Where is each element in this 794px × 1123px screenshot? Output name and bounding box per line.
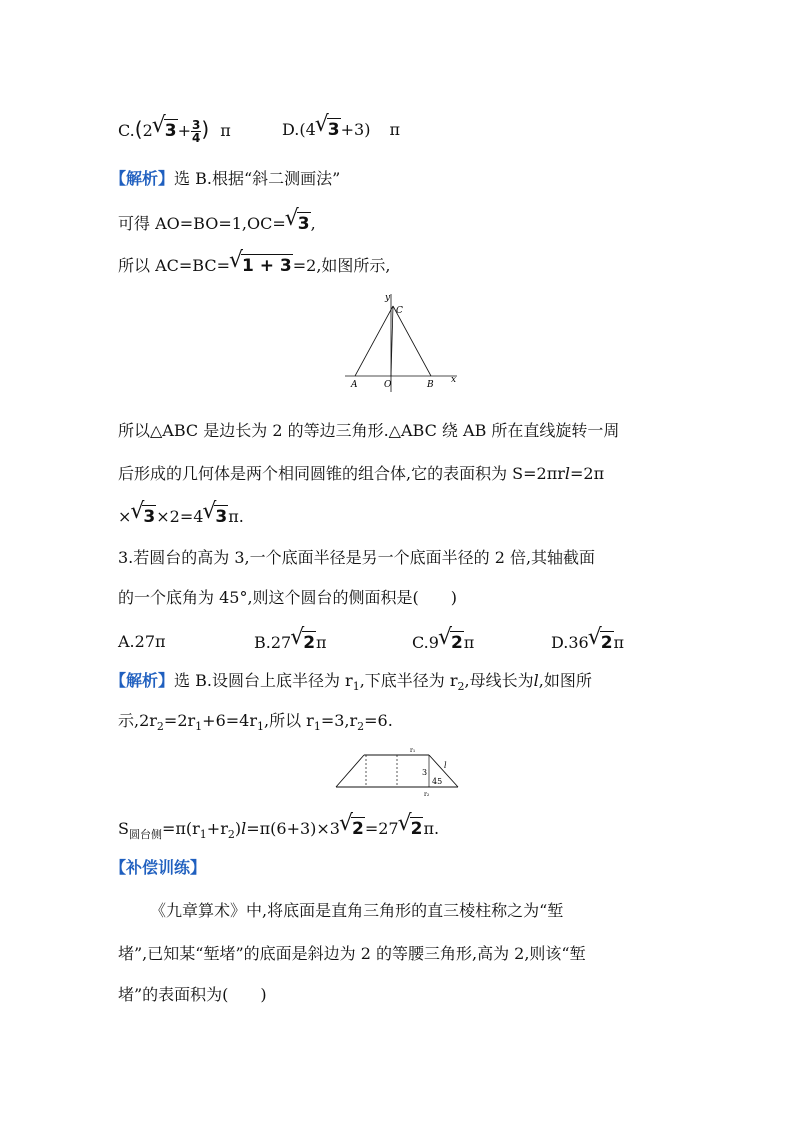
label-height: 3 xyxy=(422,768,428,777)
paren-close: ) xyxy=(201,117,210,141)
fraction: $\frac{3}{4}$ xyxy=(192,118,201,145)
q3-option-c: C.9√ 2π xyxy=(412,631,474,654)
question-3-line-2: 的一个底角为 45°,则这个圆台的侧面积是( ) xyxy=(118,588,458,607)
frustum-section-figure xyxy=(334,745,464,797)
solution-line-3: 所以 AC=BC=√ 1 + 3=2,如图所示, xyxy=(118,254,391,277)
solution-line-2: 可得 AO=BO=1,OC=√ 3, xyxy=(118,212,316,235)
supplement-heading: 【补偿训练】 xyxy=(110,858,207,877)
label-l: l xyxy=(444,761,447,770)
label-r1: r₁ xyxy=(410,747,416,754)
radical: √ 3 xyxy=(287,212,311,235)
radical: √ 2 xyxy=(590,631,614,654)
solution-line-5: 后形成的几何体是两个相同圆锥的组合体,它的表面积为 S=2πrl=2π xyxy=(118,464,605,483)
radical: √ 2 xyxy=(341,817,365,840)
radical: √ 1 + 3 xyxy=(231,254,293,277)
option-d-q2: D.(4√ 3+3) π xyxy=(282,118,400,141)
solution-line-1: 【解析】选 B.根据“斜二测画法” xyxy=(110,169,341,188)
left-slant xyxy=(336,755,364,787)
radical: √ 3 xyxy=(204,505,228,528)
label-angle: 45 xyxy=(432,777,443,786)
q3-option-b: B.27√ 2π xyxy=(254,631,327,654)
paren-open: ( xyxy=(134,117,143,141)
solution3-line-2: 示$,2r_2=2r_1+6=4r_1$,所以 $r_1=3,r_2=6$. xyxy=(118,711,393,734)
radical: √ 3 xyxy=(154,119,178,142)
solution-line-6: ×√ 3×2=4√ 3π. xyxy=(118,505,244,528)
label-o: O xyxy=(384,380,392,390)
label-b: B xyxy=(427,380,434,390)
solution-line-4: 所以△ABC 是边长为 2 的等边三角形.△ABC 绕 AB 所在直线旋转一周 xyxy=(118,421,620,440)
label-r2: r₂ xyxy=(424,791,430,797)
label-c: C xyxy=(396,306,403,316)
supplement-line-3: 堵”的表面积为( ) xyxy=(118,985,267,1004)
radical: √ 2 xyxy=(292,631,316,654)
label-a: A xyxy=(351,380,358,390)
q3-option-d: D.36√ 2π xyxy=(551,631,624,654)
q3-option-a: A.27π xyxy=(118,632,166,651)
supplement-line-2: 堵”,已知某“堑堵”的底面是斜边为 2 的等腰三角形,高为 2,则该“堑 xyxy=(118,944,586,963)
radical: √ 3 xyxy=(317,118,341,141)
question-3-line-1: 3.若圆台的高为 3,一个底面半径是另一个底面半径的 2 倍,其轴截面 xyxy=(118,548,596,567)
radical: √ 2 xyxy=(400,817,424,840)
label-y: y xyxy=(385,293,391,303)
label-x: x xyxy=(451,375,457,385)
side-bc xyxy=(393,306,431,376)
triangle-figure xyxy=(335,290,465,400)
side-ac xyxy=(355,306,393,376)
analysis-tag: 【解析】 xyxy=(110,671,175,690)
solution3-line-3: $S_{圆台侧}=\pi(r_1+r_2)l=\pi(6+3)\times 3√$ 2=27√ 2π. xyxy=(118,817,439,846)
option-c-q2: C.(2√ 3+ $\frac{3}{4}$ ) π xyxy=(118,118,231,144)
supplement-line-1: 《九章算术》中,将底面是直角三角形的直三棱柱称之为“堑 xyxy=(150,901,564,920)
solution3-line-1: 【解析】选 B.设圆台上底半径为 $r_1$,下底半径为 $r_2$,母线长为l,如图所 xyxy=(110,671,592,694)
radical: √ 2 xyxy=(440,631,464,654)
analysis-tag: 【解析】 xyxy=(110,169,175,188)
radical: √ 3 xyxy=(132,505,156,528)
